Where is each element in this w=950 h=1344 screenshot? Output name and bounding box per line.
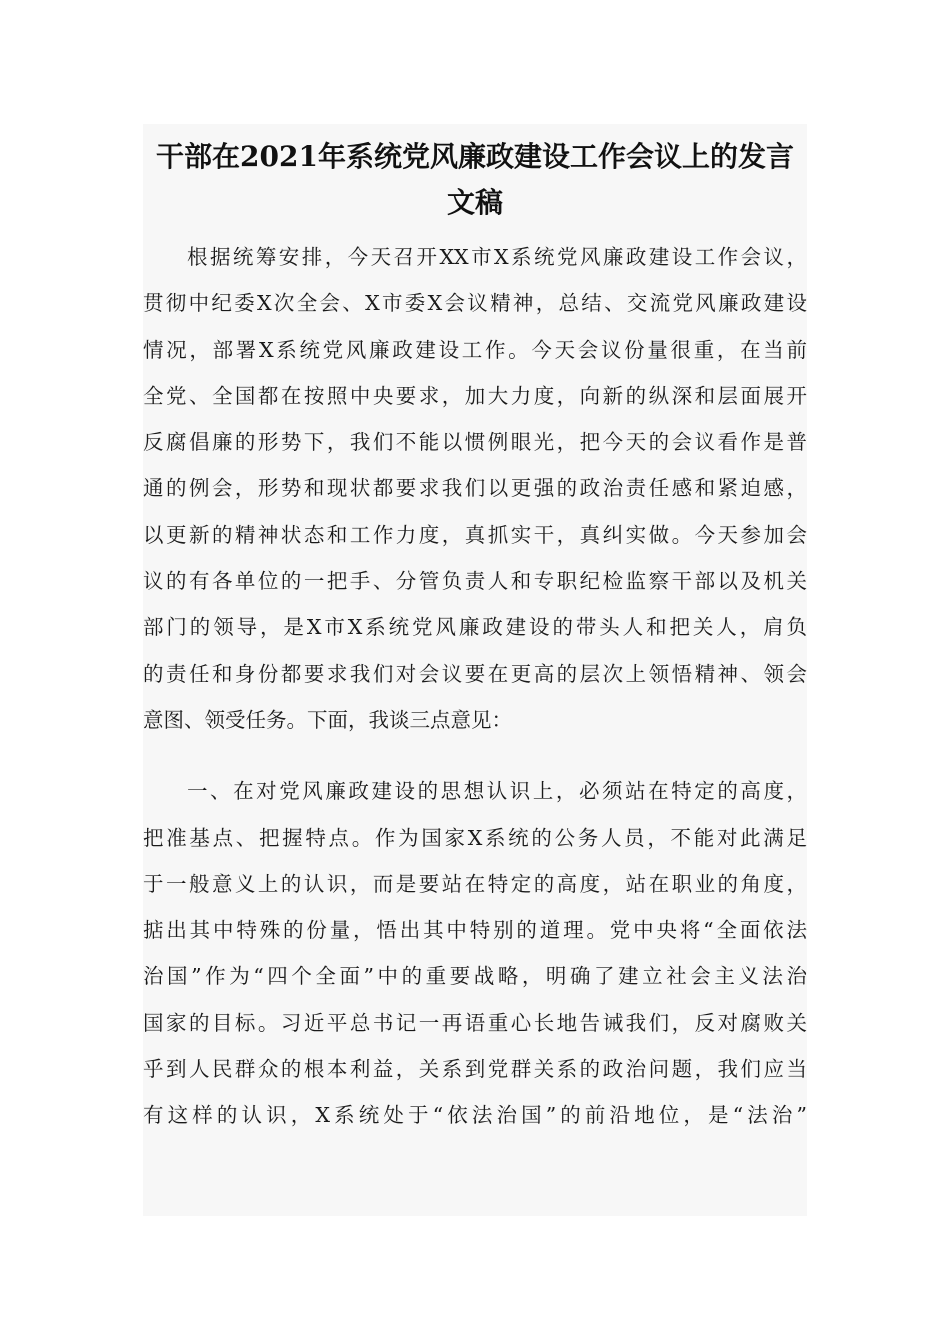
paragraph-spacer [143,743,807,768]
text-line: 情况，部署X系统党风廉政建设工作。今天会议份量很重，在当前 [143,337,807,362]
document-page [143,124,807,1216]
text-line: 反腐倡廉的形势下，我们不能以惯例眼光，把今天的会议看作是普 [143,430,807,455]
text-line: 的责任和身份都要求我们对会议要在更高的层次上领悟精神、领会 [143,661,807,686]
text-line: 于一般意义上的认识，而是要站在特定的高度，站在职业的角度， [143,871,807,896]
text-line: 一、在对党风廉政建设的思想认识上，必须站在特定的高度， [187,779,807,804]
text-line: 以更新的精神状态和工作力度，真抓实干，真纠实做。今天参加会 [143,522,807,547]
text-line: 全党、全国都在按照中央要求，加大力度，向新的纵深和层面展开 [143,383,807,408]
text-line: 掂出其中特殊的份量，悟出其中特别的道理。党中央将“全面依法 [143,918,807,943]
text-line: 根据统筹安排，今天召开XX市X系统党风廉政建设工作会议， [187,245,807,269]
document-title [143,134,807,226]
text-line: 议的有各单位的一把手、分管负责人和专职纪检监察干部以及机关 [143,569,807,594]
text-line: 贯彻中纪委X次全会、X市委X会议精神，总结、交流党风廉政建设 [143,291,807,316]
paragraph-intro [143,234,807,743]
paragraph-section-one [143,768,807,1138]
text-line: 乎到人民群众的根本利益，关系到党群关系的政治问题，我们应当 [143,1057,807,1082]
text-line: 意图、领受任务。下面，我谈三点意见： [143,707,512,732]
text-line: 有这样的认识，X系统处于“依法治国”的前沿地位，是“法治” [143,1103,807,1128]
text-line: 部门的领导，是X市X系统党风廉政建设的带头人和把关人，肩负 [143,615,807,640]
text-line: 把准基点、把握特点。作为国家X系统的公务人员，不能对此满足 [143,825,807,850]
text-line: 国家的目标。习近平总书记一再语重心长地告诫我们，反对腐败关 [143,1010,807,1035]
document-body [143,234,807,1139]
text-line: 通的例会，形势和现状都要求我们以更强的政治责任感和紧迫感， [143,476,807,501]
title-line: 文稿 [446,186,503,219]
title-line: 干部在2021年系统党风廉政建设工作会议上的发言 [156,140,794,173]
text-line: 治国”作为“四个全面”中的重要战略，明确了建立社会主义法治 [143,964,807,989]
